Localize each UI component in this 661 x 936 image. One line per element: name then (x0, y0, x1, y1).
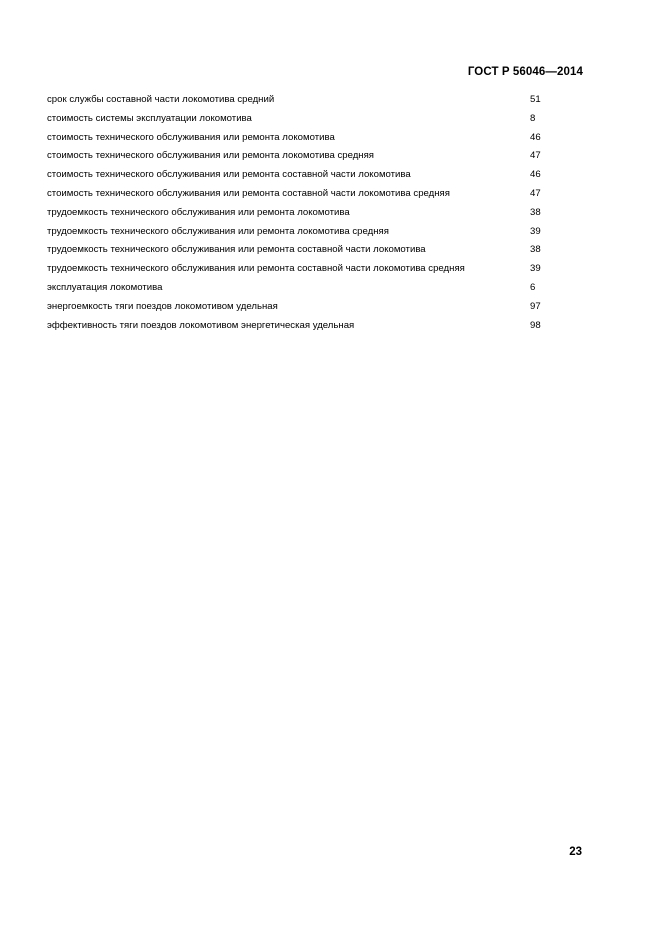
index-entry (47, 225, 547, 244)
index-term: стоимость системы эксплуатации локомотива (47, 112, 252, 124)
index-entry (47, 168, 547, 187)
index-term: стоимость технического обслуживания или ремонта составной части локомотива средняя (47, 187, 450, 199)
page-number: 23 (569, 846, 582, 858)
index-term: трудоемкость технического обслуживания или ремонта составной части локомотива (47, 244, 426, 256)
index-page-ref: 8 (530, 112, 536, 124)
index-page-ref: 38 (530, 206, 541, 218)
index-term: стоимость технического обслуживания или ремонта локомотива (47, 131, 335, 143)
index-term: трудоемкость технического обслуживания или ремонта локомотива средняя (47, 225, 389, 237)
index-term: трудоемкость технического обслуживания или ремонта составной части локомотива средняя (47, 263, 465, 275)
index-term: стоимость технического обслуживания или ремонта составной части локомотива (47, 169, 411, 181)
index-entry (47, 300, 547, 319)
index-term: трудоемкость технического обслуживания или ремонта локомотива (47, 206, 350, 218)
index-page-ref: 97 (530, 300, 541, 312)
index-entry (47, 206, 547, 225)
index-term: эксплуатация локомотива (47, 281, 163, 293)
index-page-ref: 51 (530, 94, 541, 105)
index-entry (47, 187, 547, 206)
index-page-ref: 46 (530, 131, 541, 143)
index-page-ref: 6 (530, 281, 536, 293)
index-page-ref: 39 (530, 263, 541, 275)
index-entry (47, 149, 547, 168)
index-page-ref: 46 (530, 169, 541, 181)
index-page-ref: 39 (530, 225, 541, 237)
index-page-ref: 98 (530, 319, 541, 331)
standard-code: ГОСТ Р 56046—2014 (467, 66, 583, 78)
index-entry (47, 131, 547, 150)
index-page-ref: 47 (530, 150, 541, 162)
index-page-ref: 47 (530, 187, 541, 199)
index-term: срок службы составной части локомотива средний (47, 94, 275, 105)
index-page-ref: 38 (530, 244, 541, 256)
index-entry (47, 93, 547, 112)
index-entry (47, 112, 547, 131)
index-entry (47, 281, 547, 300)
index-term: стоимость технического обслуживания или ремонта локомотива средняя (47, 150, 374, 162)
alphabetical-index (47, 93, 547, 337)
index-entry (47, 319, 547, 338)
document-header (468, 66, 583, 78)
index-term: эффективность тяги поездов локомотивом энергетическая удельная (47, 319, 355, 331)
index-entry (47, 262, 547, 281)
index-term: энергоемкость тяги поездов локомотивом удельная (47, 300, 278, 312)
index-entry (47, 243, 547, 262)
